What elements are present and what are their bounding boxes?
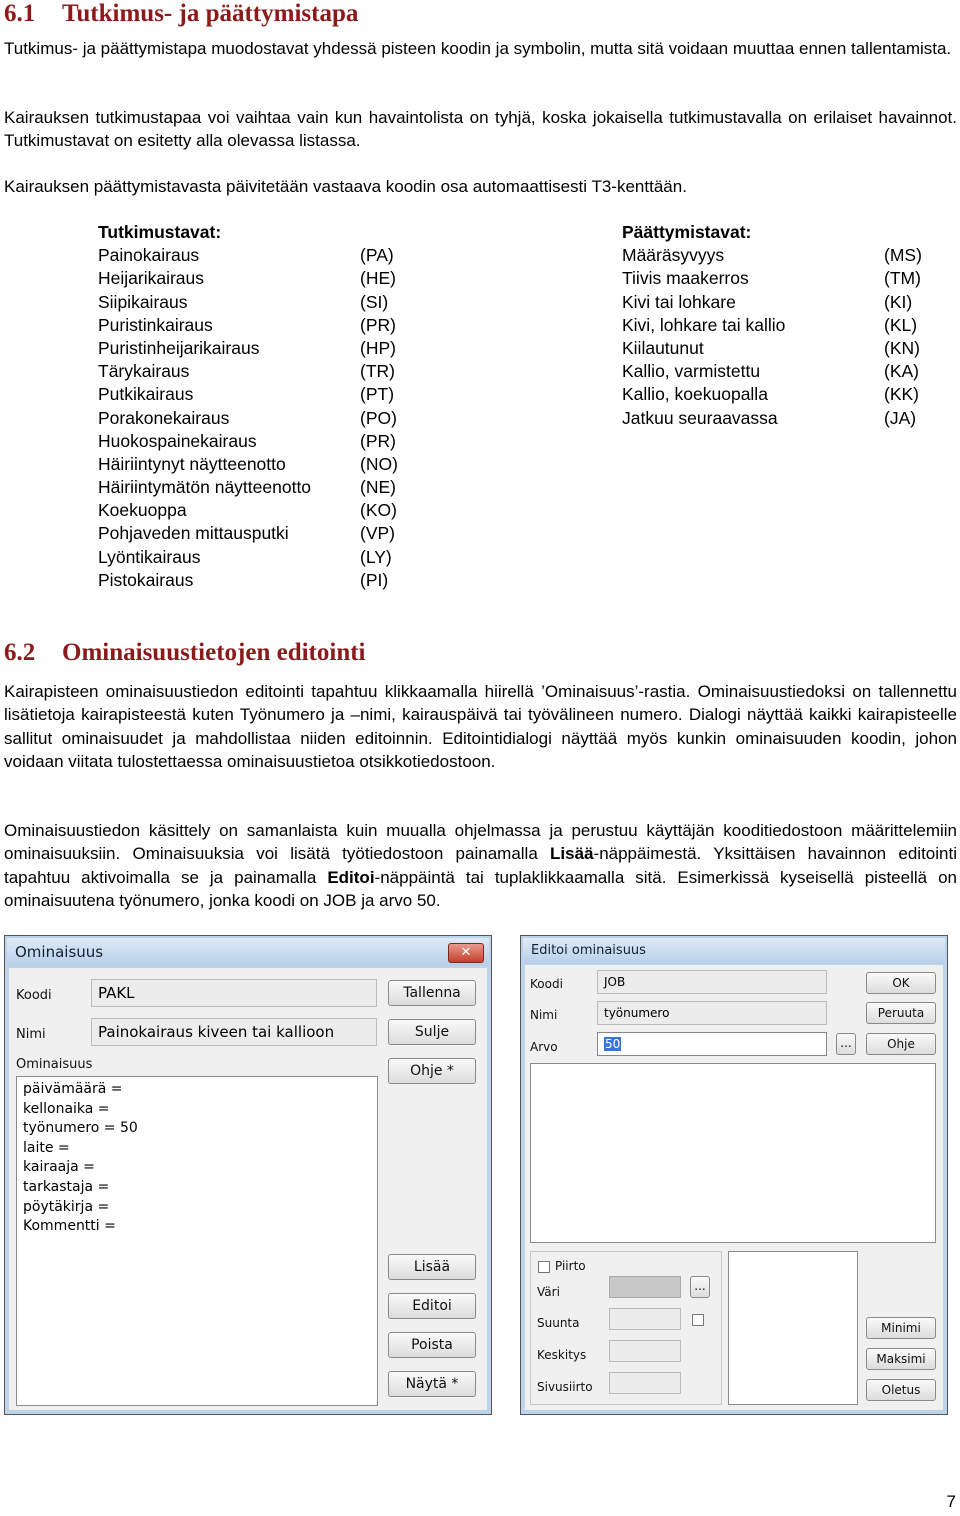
text-run: -näppäimestä. Yksittäisen havainnon editointi tapahtuu aktivoimalla se ja painamalla (4, 844, 957, 887)
close-icon[interactable]: ✕ (448, 943, 484, 963)
list-item[interactable]: kairaaja = (23, 1159, 95, 1176)
lisaa-button[interactable]: Lisää (388, 1254, 476, 1280)
peruuta-button[interactable]: Peruuta (866, 1002, 936, 1024)
arvo-input[interactable] (597, 1032, 827, 1056)
item-name: Kallio, varmistettu (622, 361, 761, 382)
item-name: Lyöntikairaus (98, 546, 201, 567)
piirto-checkbox[interactable] (538, 1261, 550, 1273)
item-name: Kiilautunut (622, 337, 704, 358)
item-name: Pohjaveden mittausputki (98, 523, 289, 544)
item-name: Siipikairaus (98, 291, 188, 312)
item-code: (PR) (360, 430, 396, 451)
item-name: Tärykairaus (98, 361, 190, 382)
koodi-label: Koodi (530, 977, 563, 991)
keskitys-label: Keskitys (537, 1348, 587, 1362)
list-item (98, 267, 428, 290)
section-heading-6-1 (4, 0, 358, 28)
item-name: Tiivis maakerros (622, 268, 749, 289)
item-name: Pistokairaus (98, 569, 194, 590)
list-item (98, 360, 428, 383)
list-item (98, 499, 428, 522)
item-code: (KN) (884, 337, 920, 358)
item-name: Kallio, koekuopalla (622, 384, 768, 405)
item-name: Määräsyvyys (622, 245, 725, 266)
list-item[interactable]: laite = (23, 1139, 70, 1156)
editoi-ominaisuus-dialog (520, 935, 948, 1415)
list-item (98, 314, 428, 337)
list-item (622, 314, 942, 337)
ohje-button[interactable]: Ohje * (388, 1058, 476, 1084)
paragraph: Kairauksen tutkimustapaa voi vaihtaa vain kun havaintolista on tyhjä, koska jokaisella tutkimustavalla on erilaiset havainnot. Tutkimustavat on esitetty alla olevassa listassa. (4, 108, 957, 151)
item-name: Painokairaus (98, 245, 200, 266)
item-name: Koekuoppa (98, 500, 187, 521)
list-item (98, 522, 428, 545)
suunta-field[interactable] (609, 1308, 681, 1330)
list-item (98, 546, 428, 569)
list-item[interactable]: pöytäkirja = (23, 1198, 110, 1215)
section-title: Ominaisuustietojen editointi (62, 639, 366, 666)
item-name: Jatkuu seuraavassa (622, 407, 778, 428)
item-code: (NE) (360, 477, 396, 498)
list-item[interactable]: Kommentti = (23, 1218, 116, 1235)
list-item (622, 244, 942, 267)
vari-label: Väri (537, 1285, 560, 1299)
item-name: Häiriintymätön näytteenotto (98, 477, 312, 498)
item-code: (PI) (360, 569, 389, 590)
item-code: (KA) (884, 361, 919, 382)
list-item[interactable]: päivämäärä = (23, 1081, 123, 1097)
text-run: Ominaisuustiedon käsittely on samanlaista kuin muualla ohjelmassa ja perustuu käyttäjän kooditiedostoon määrittelemiin ominaisuuksiin. Ominaisuuksia voi lisätä työtiedostoon painamalla (4, 821, 957, 864)
sulje-button[interactable]: Sulje (388, 1019, 476, 1045)
ominaisuus-label: Ominaisuus (16, 1057, 93, 1072)
item-name: Puristinheijarikairaus (98, 337, 260, 358)
item-code: (KL) (884, 314, 918, 335)
item-code: (PO) (360, 407, 397, 428)
list-header: Tutkimustavat: (98, 222, 222, 242)
item-code: (TR) (360, 361, 395, 382)
list-item (98, 407, 428, 430)
color-swatch[interactable] (609, 1276, 681, 1298)
item-name: Kivi, lohkare tai kallio (622, 314, 786, 335)
nimi-field[interactable]: Painokairaus kiveen tai kallioon (91, 1018, 377, 1046)
item-code: (HE) (360, 268, 396, 289)
nayta-button[interactable]: Näytä * (388, 1371, 476, 1397)
item-name: Heijarikairaus (98, 268, 205, 289)
item-name: Kivi tai lohkare (622, 291, 736, 312)
list-item (98, 453, 428, 476)
editoi-button[interactable]: Editoi (388, 1293, 476, 1319)
list-item (98, 476, 428, 499)
sivusiirto-field[interactable] (609, 1372, 681, 1394)
list-item (98, 430, 428, 453)
value-listbox[interactable] (530, 1063, 936, 1243)
list-item (98, 569, 428, 592)
koodi-label: Koodi (16, 988, 52, 1003)
item-code: (TM) (884, 268, 921, 289)
item-name: Häiriintynyt näytteenotto (98, 453, 286, 474)
dialog-title: Ominaisuus (7, 938, 489, 966)
oletus-button[interactable]: Oletus (866, 1379, 936, 1401)
browse-button[interactable]: ... (836, 1033, 856, 1055)
paragraph: Kairauksen päättymistavasta päivitetään vastaava koodin osa automaattisesti T3-kenttään. (4, 177, 687, 196)
list-item (622, 360, 942, 383)
item-code: (KK) (884, 384, 919, 405)
ominaisuus-dialog (4, 935, 492, 1415)
paragraph (4, 819, 957, 912)
item-code: (VP) (360, 523, 395, 544)
list-item (98, 337, 428, 360)
item-code: (SI) (360, 291, 389, 312)
list-item (622, 337, 942, 360)
list-item (98, 291, 428, 314)
section-number: 6.1 (4, 0, 36, 27)
item-code: (JA) (884, 407, 917, 428)
nimi-label: Nimi (16, 1027, 46, 1042)
suunta-label: Suunta (537, 1316, 580, 1330)
koodi-field[interactable]: JOB (597, 970, 827, 994)
bold-text: Editoi (327, 867, 375, 887)
item-code: (PA) (360, 245, 394, 266)
list-item[interactable]: tarkastaja = (23, 1178, 110, 1195)
color-browse-button[interactable]: ... (690, 1276, 710, 1298)
item-name: Puristinkairaus (98, 314, 213, 335)
tallenna-button[interactable]: Tallenna (388, 980, 476, 1006)
list-item[interactable]: kellonaika = (23, 1100, 110, 1117)
keskitys-field[interactable] (609, 1340, 681, 1362)
suunta-checkbox[interactable] (692, 1314, 704, 1326)
item-code: (PR) (360, 314, 396, 335)
item-code: (PT) (360, 384, 395, 405)
list-item (98, 383, 428, 406)
paragraph: Tutkimus- ja päättymistapa muodostavat yhdessä pisteen koodin ja symbolin, mutta sitä voidaan muuttaa ennen tallentamista. (4, 39, 952, 58)
list-header: Päättymistavat: (622, 222, 752, 242)
item-name: Putkikairaus (98, 384, 194, 405)
item-code: (MS) (884, 245, 922, 266)
symbol-preview (728, 1251, 858, 1405)
poista-button[interactable]: Poista (388, 1332, 476, 1358)
bold-text: Lisää (550, 844, 594, 864)
paragraph: Kairapisteen ominaisuustiedon editointi tapahtuu klikkaamalla hiirellä ’Ominaisuus’-rastia. Ominaisuustiedoksi on tallennettu lisätietoja kairapisteestä kuten Työnumero ja –nimi, kairauspäivä tai työvälineen numero. Dialogi näyttää kaikki kairapisteelle sallitut ominaisuudet ja mahdollistaa niiden editoinnin. Editointidialogi näyttää myös kunkin ominaisuuden koodin, johon voidaan viitata tulostettaessa ominaisuustietoa otsikkotiedostoon. (4, 682, 957, 771)
nimi-label: Nimi (530, 1008, 558, 1022)
item-code: (HP) (360, 337, 396, 358)
selected-text: 50 (605, 1037, 621, 1051)
item-name: Huokospainekairaus (98, 430, 257, 451)
ominaisuus-listbox[interactable] (16, 1076, 378, 1406)
arvo-label: Arvo (530, 1040, 558, 1054)
list-item (98, 244, 428, 267)
item-code: (NO) (360, 453, 398, 474)
sivusiirto-label: Sivusiirto (537, 1380, 593, 1394)
dialog-title: Editoi ominaisuus (523, 938, 945, 964)
list-item (622, 383, 942, 406)
maksimi-button[interactable]: Maksimi (866, 1348, 936, 1370)
list-item (622, 291, 942, 314)
ohje-button[interactable]: Ohje (866, 1033, 936, 1055)
koodi-field[interactable]: PAKL (91, 979, 377, 1007)
item-code: (KO) (360, 500, 397, 521)
tutkimustavat-list (98, 221, 428, 592)
ok-button[interactable]: OK (866, 972, 936, 994)
section-heading-6-2 (4, 639, 366, 667)
list-item (622, 267, 942, 290)
section-number: 6.2 (4, 639, 36, 666)
minimi-button[interactable]: Minimi (866, 1317, 936, 1339)
section-title: Tutkimus- ja päättymistapa (62, 0, 359, 27)
item-name: Porakonekairaus (98, 407, 230, 428)
text-run: -näppäintä tai tuplaklikkaamalla sitä. Esimerkissä kyseisellä pisteellä on ominaisuutena työnumero, jonka koodi on JOB ja arvo 50. (4, 867, 957, 910)
paattymistavat-list (622, 221, 942, 430)
item-code: (KI) (884, 291, 913, 312)
item-code: (LY) (360, 546, 392, 567)
piirto-label: Piirto (555, 1259, 586, 1273)
nimi-field[interactable]: työnumero (597, 1001, 827, 1025)
page-number: 7 (946, 1492, 956, 1511)
list-item[interactable]: työnumero = 50 (23, 1120, 138, 1137)
list-item (622, 407, 942, 430)
